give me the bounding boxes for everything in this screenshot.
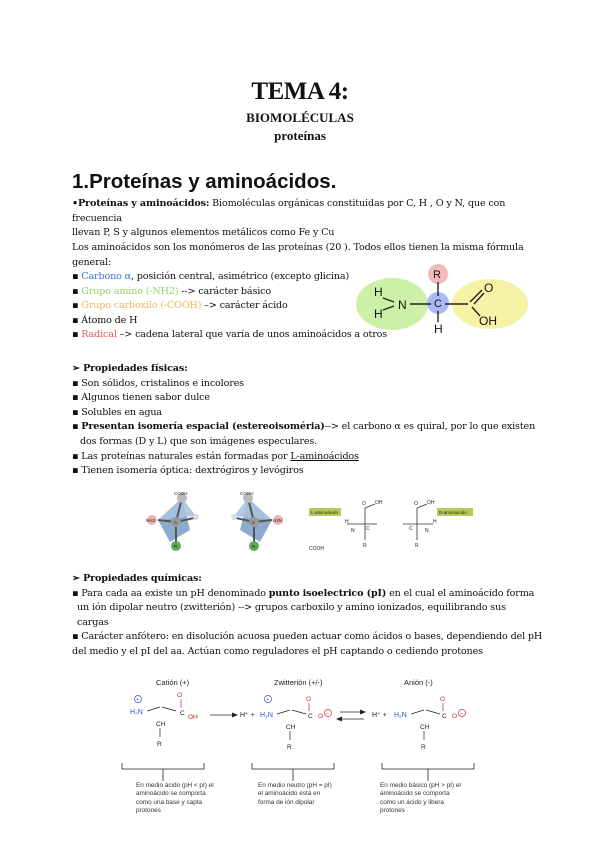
zwitterion-molecule <box>260 696 332 752</box>
physical-item-natural: ▪ Las proteínas naturales están formadas por L-aminoácidos <box>72 450 359 462</box>
component-list <box>72 270 388 343</box>
svg-text:NH2: NH2 <box>146 518 156 523</box>
page-subtitle-2: proteínas <box>274 128 326 143</box>
stereoisomer-2d-figure <box>305 494 485 556</box>
structure-c-alpha: C <box>434 298 442 310</box>
svg-text:H2N: H2N <box>273 518 283 523</box>
structure-n: N <box>398 298 407 312</box>
svg-text:+: + <box>266 697 269 703</box>
zwitterion-title: Zwitterión (+/-) <box>274 678 323 687</box>
svg-text:R: R <box>363 543 367 549</box>
svg-text:C: C <box>174 520 178 525</box>
svg-text:OH: OH <box>427 500 435 506</box>
svg-text:COOH: COOH <box>240 491 254 496</box>
chemical-amph-line-2: del medio y el pI del aa. Actúan como reguladores el pH captando o cediendo protones <box>72 645 483 657</box>
chemical-pi-line-1: ▪ Para cada aa existe un pH denominado punto isoelectrico (pI) en el cual el aminoácido forma <box>72 587 535 599</box>
structure-h-alpha: H <box>434 322 443 336</box>
svg-text:O: O <box>452 713 458 720</box>
svg-text:CH: CH <box>286 724 296 731</box>
svg-text:R: R <box>421 744 426 751</box>
caption-anion: En medio básico (pH > pI) el aminoácido se comporta como un ácido y libera protones <box>380 782 461 815</box>
physical-isomery-line-2: dos formas (D y L) que son imágenes especulares. <box>80 435 318 447</box>
monomers-line-1: Los aminoácidos son los monómeros de las proteínas (20 ). Todos ellos tienen la misma fórmula <box>72 242 524 253</box>
anion-title: Anión (-) <box>404 678 433 687</box>
list-item: ▪ Radical –> cadena lateral que varía de unos aminoácidos a otros <box>72 329 388 341</box>
svg-text:O: O <box>177 692 183 699</box>
svg-text:CH: CH <box>156 721 166 728</box>
amino-group-label: Grupo amino (-NH2) <box>81 285 179 297</box>
physical-item: ▪ Son sólidos, cristalinos e incolores <box>72 377 244 389</box>
amino-acid-structure <box>352 262 530 340</box>
caption-zwitterion: En medio neutro (pH = pI) el aminoácido está en forma de ión dipolar <box>258 782 332 806</box>
intro-paragraph <box>72 197 552 241</box>
svg-text:R: R <box>415 543 419 549</box>
svg-text:N: N <box>425 528 429 534</box>
svg-text:OH: OH <box>375 500 383 506</box>
svg-text:H: H <box>433 519 437 525</box>
svg-text:H₂N: H₂N <box>130 709 143 716</box>
svg-text:O: O <box>318 713 324 720</box>
svg-text:COOH: COOH <box>174 491 188 496</box>
svg-text:O: O <box>362 501 366 507</box>
svg-text:R: R <box>157 741 162 748</box>
physical-item: ▪ Solubles en agua <box>72 406 162 418</box>
svg-text:O: O <box>306 696 312 703</box>
structure-h-top: H <box>374 285 383 299</box>
page-title: TEMA 4: <box>251 78 349 105</box>
l-aminoacids-link: L-aminoácidos <box>290 450 359 462</box>
svg-text:C: C <box>366 526 370 532</box>
svg-text:R: R <box>287 744 292 751</box>
svg-text:H⁺ +: H⁺ + <box>240 712 255 719</box>
svg-text:+: + <box>136 697 139 703</box>
page-subtitle: BIOMOLÉCULAS <box>246 110 354 125</box>
chemical-pi-line-3: cargas <box>77 616 109 628</box>
svg-text:H₃N: H₃N <box>260 712 273 719</box>
anion-molecule <box>394 696 466 751</box>
svg-text:C: C <box>308 713 313 720</box>
structure-h-bottom: H <box>374 307 383 321</box>
list-item: ▪ Grupo amino (-NH2) --> carácter básico <box>72 285 272 297</box>
list-item: ▪ Carbono α, posición central, asimétrico (excepto glicina) <box>72 271 350 282</box>
svg-text:OH: OH <box>188 714 198 721</box>
svg-text:H: H <box>345 519 349 525</box>
svg-text:C: C <box>252 520 256 525</box>
cation-title: Catión (+) <box>156 678 190 687</box>
svg-text:H₂N: H₂N <box>394 712 407 719</box>
svg-text:CH: CH <box>420 724 430 731</box>
chemical-amph-line-1: ▪ Carácter anfótero: en disolución acuosa pueden actuar como ácidos o bases, dependiendo del pH <box>72 631 543 643</box>
physical-heading: ➢ Propiedades físicas: <box>72 363 188 374</box>
chemical-properties <box>72 572 562 660</box>
carboxyl-group-label: Grupo carboxilo (-COOH) <box>81 300 202 312</box>
svg-text:C: C <box>180 710 185 717</box>
chemical-heading: ➢ Propiedades químicas: <box>72 573 202 584</box>
ion-forms-figure <box>120 675 490 793</box>
intro-text: Biomoléculas orgánicas constituidas por C, H , O y N, que con frecuencia <box>72 198 506 224</box>
label-right: D-aminoácido <box>439 510 467 515</box>
structure-r: R <box>433 269 441 281</box>
chemical-pi-line-2: un ión dipolar neutro (zwitterión) --> grupos carboxilo y amino ionizados, equilibrando sus <box>77 602 506 614</box>
svg-text:COOH: COOH <box>309 546 324 552</box>
intro-line-2: llevan P, S y algunos elementos metálicos como Fe y Cu <box>72 227 335 239</box>
svg-text:−: − <box>326 711 329 717</box>
radical-label: Radical <box>81 329 117 341</box>
list-item: ▪ Grupo carboxilo (-COOH) –> carácter ácido <box>72 300 288 312</box>
stereoisomer-3d-figure <box>130 490 300 556</box>
list-item: ▪ Átomo de H <box>72 314 138 326</box>
svg-text:H⁺ +: H⁺ + <box>372 712 387 719</box>
svg-text:N: N <box>351 528 355 534</box>
monomers-line-2: general: <box>72 256 112 268</box>
svg-text:O: O <box>414 501 418 507</box>
section-heading: 1.Proteínas y aminoácidos. <box>72 170 337 193</box>
physical-item-isomery: ▪ Presentan isomería espacial (estereoisoméria)--> el carbono α es quiral, por lo que existen <box>72 421 536 433</box>
svg-text:R: R <box>174 544 178 549</box>
physical-item: ▪ Algunos tienen sabor dulce <box>72 392 210 404</box>
svg-text:R: R <box>252 544 256 549</box>
svg-text:O: O <box>440 696 446 703</box>
svg-text:C: C <box>442 713 447 720</box>
carbon-alpha-label: Carbono α <box>81 271 131 282</box>
label-left: L-aminoácido <box>311 510 339 515</box>
svg-text:C: C <box>409 526 413 532</box>
intro-bold: •Proteínas y aminoácidos: <box>72 198 210 209</box>
svg-text:−: − <box>460 711 463 717</box>
physical-properties <box>72 362 552 479</box>
structure-o: O <box>484 281 494 295</box>
structure-oh: OH <box>479 314 497 328</box>
caption-cation: En medio ácido (pH < pI) el aminoácido se comporta como una base y capta protones <box>136 782 214 815</box>
cation-molecule <box>130 692 198 748</box>
physical-item-optical: ▪ Tienen isomería óptica: dextrógiros y levógiros <box>72 465 304 477</box>
